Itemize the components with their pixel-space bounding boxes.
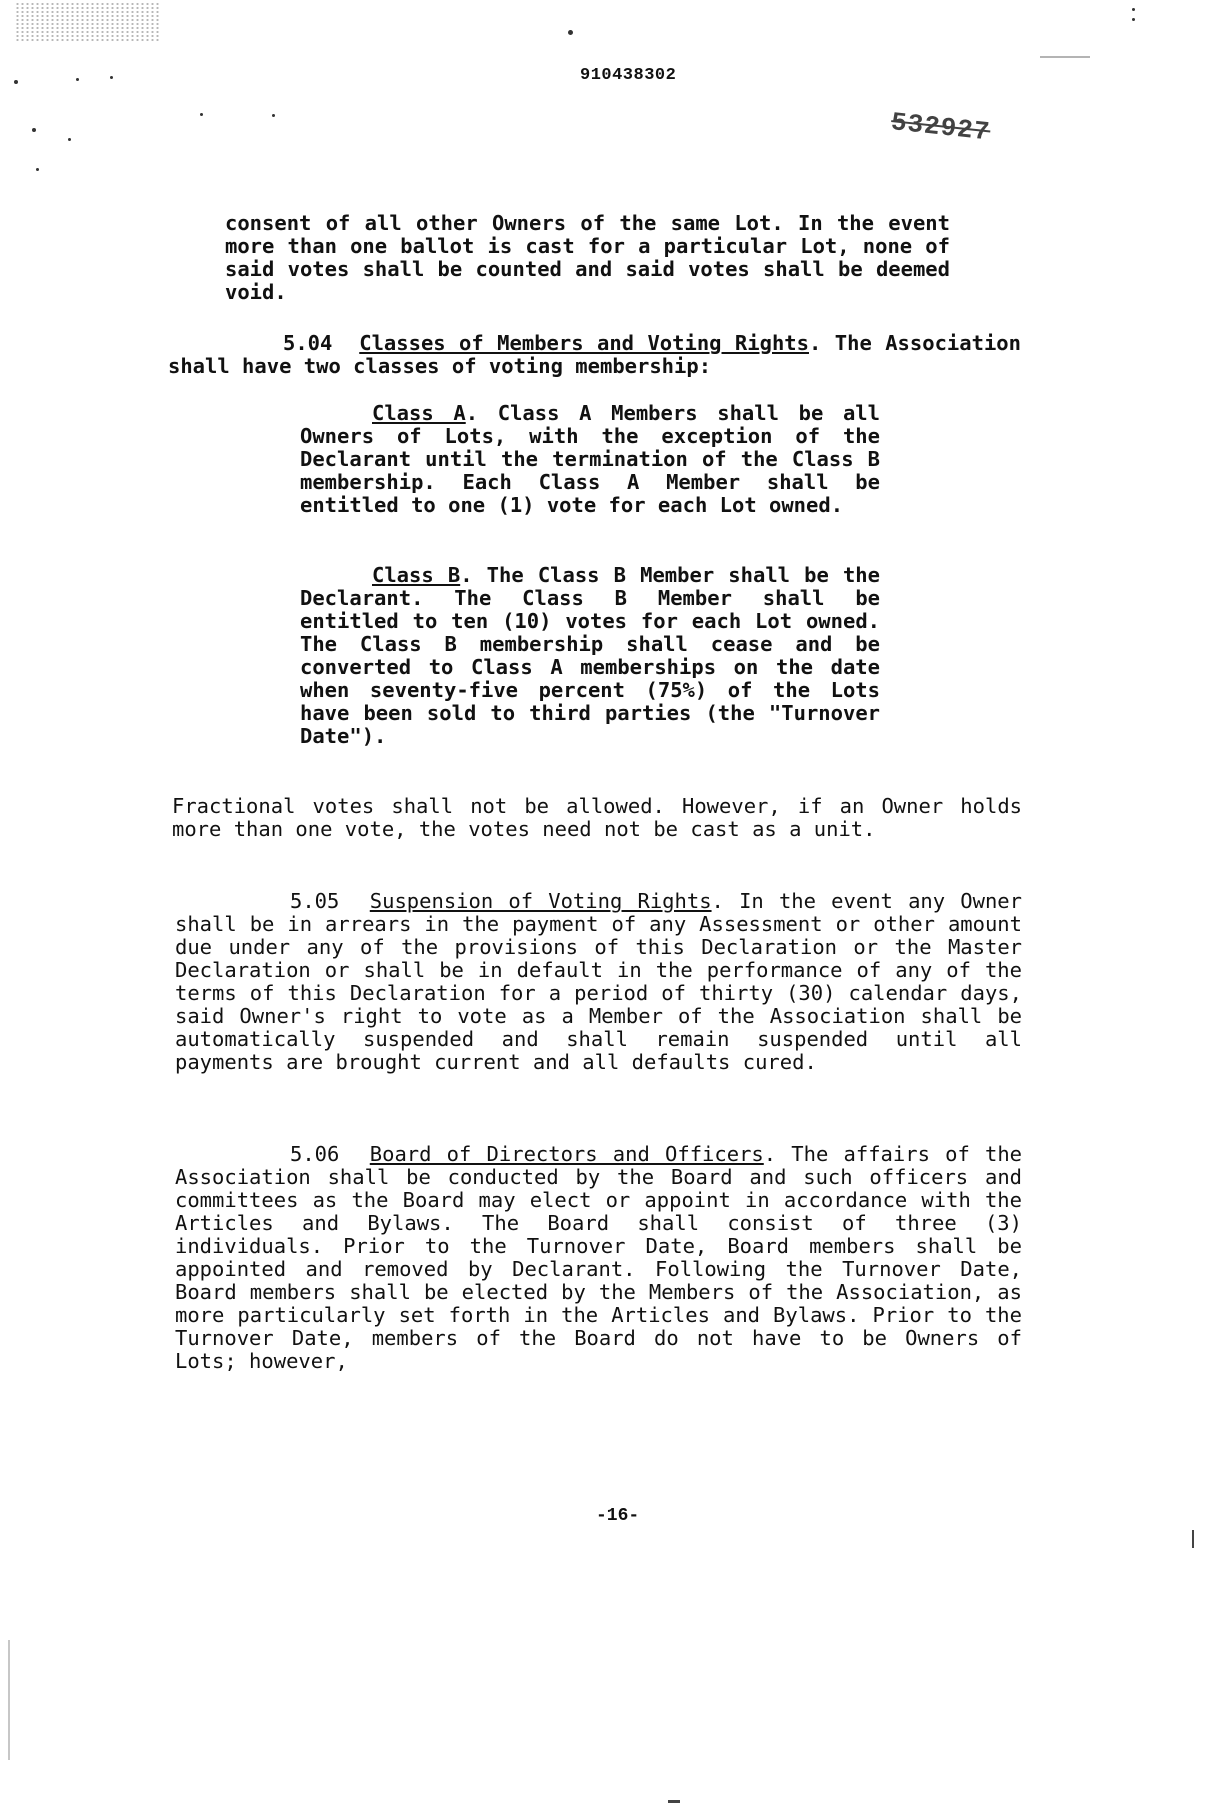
section-heading: Board of Directors and Officers — [369, 1142, 764, 1166]
scan-speck — [1132, 18, 1135, 21]
section-heading: Suspension of Voting Rights — [369, 889, 712, 913]
class-b-paragraph — [300, 564, 880, 748]
scan-speck — [110, 76, 113, 79]
scan-speck — [568, 30, 573, 35]
scan-mark — [1192, 1530, 1194, 1548]
section-number: 5.04 — [283, 331, 333, 355]
fractional-votes-paragraph: Fractional votes shall not be allowed. However, if an Owner holds more than one vote, the votes need not be cast as a unit. — [172, 794, 1022, 841]
class-a-heading: Class A — [372, 401, 466, 425]
scan-speck — [272, 114, 275, 117]
section-text: . In the event any Owner shall be in arrears in the payment of any Assessment or other amount due under any of the provisions of this Declaration or the Master Declaration or shall be in default in the performance of any of the terms of this Declaration for a period of thirty (30) calendar days, said Owner's right to vote as a Member of the Association shall be automatically suspended and shall remain suspended until all payments are brought current and all defaults cured. — [175, 889, 1022, 1074]
class-b-text: . The Class B Member shall be the Declarant. The Class B Member shall be entitled to ten (10) votes for each Lot owned. The Class B membership shall cease and be converted to Class A memberships on the date when seventy-five percent (75%) of the Lots have been sold to third parties (the "Turnover Date"). — [300, 563, 880, 748]
section-5-06 — [175, 1143, 1022, 1373]
page-number: -16- — [596, 1506, 640, 1526]
section-text: . The Association shall have two classes of voting membership: — [168, 331, 1021, 378]
class-a-paragraph — [300, 402, 880, 517]
section-number: 5.05 — [290, 889, 340, 913]
section-number: 5.06 — [290, 1142, 340, 1166]
scan-mark — [8, 1640, 10, 1760]
scan-speck — [68, 138, 71, 141]
section-text: . The affairs of the Association shall be conducted by the Board and such officers and committees as the Board may elect or appoint in accordance with the Articles and Bylaws. The Board shall consist of three (3) individuals. Prior to the Turnover Date, Board members shall be appointed and removed by Declarant. Following the Turnover Date, Board members shall be elected by the Members of the Association, as more particularly set forth in the Articles and Bylaws. Prior to the Turnover Date, members of the Board do not have to be Owners of Lots; however, — [175, 1142, 1023, 1373]
section-heading: Classes of Members and Voting Rights — [359, 331, 809, 355]
section-5-05 — [175, 890, 1022, 1074]
scan-noise — [15, 2, 160, 42]
scan-speck — [32, 128, 36, 132]
scan-speck — [1132, 8, 1135, 11]
scan-speck — [36, 168, 39, 171]
document-number: 910438302 — [580, 66, 677, 85]
section-5-04 — [168, 332, 1021, 378]
scan-mark — [1040, 56, 1090, 58]
class-a-text: . Class A Members shall be all Owners of Lots, with the exception of the Declarant until the termination of the Class B membership. Each Class A Member shall be entitled to one (1) vote for each Lot owned. — [300, 401, 880, 517]
scan-speck — [14, 80, 18, 84]
recording-stamp: 532927 — [889, 107, 992, 148]
scan-speck — [200, 113, 203, 116]
scan-speck — [76, 78, 79, 81]
class-b-heading: Class B — [372, 563, 461, 587]
scan-mark — [668, 1800, 680, 1803]
paragraph-ballot-consent: consent of all other Owners of the same Lot. In the event more than one ballot is cast for a particular Lot, none of said votes shall be counted and said votes shall be deemed void. — [225, 211, 950, 304]
